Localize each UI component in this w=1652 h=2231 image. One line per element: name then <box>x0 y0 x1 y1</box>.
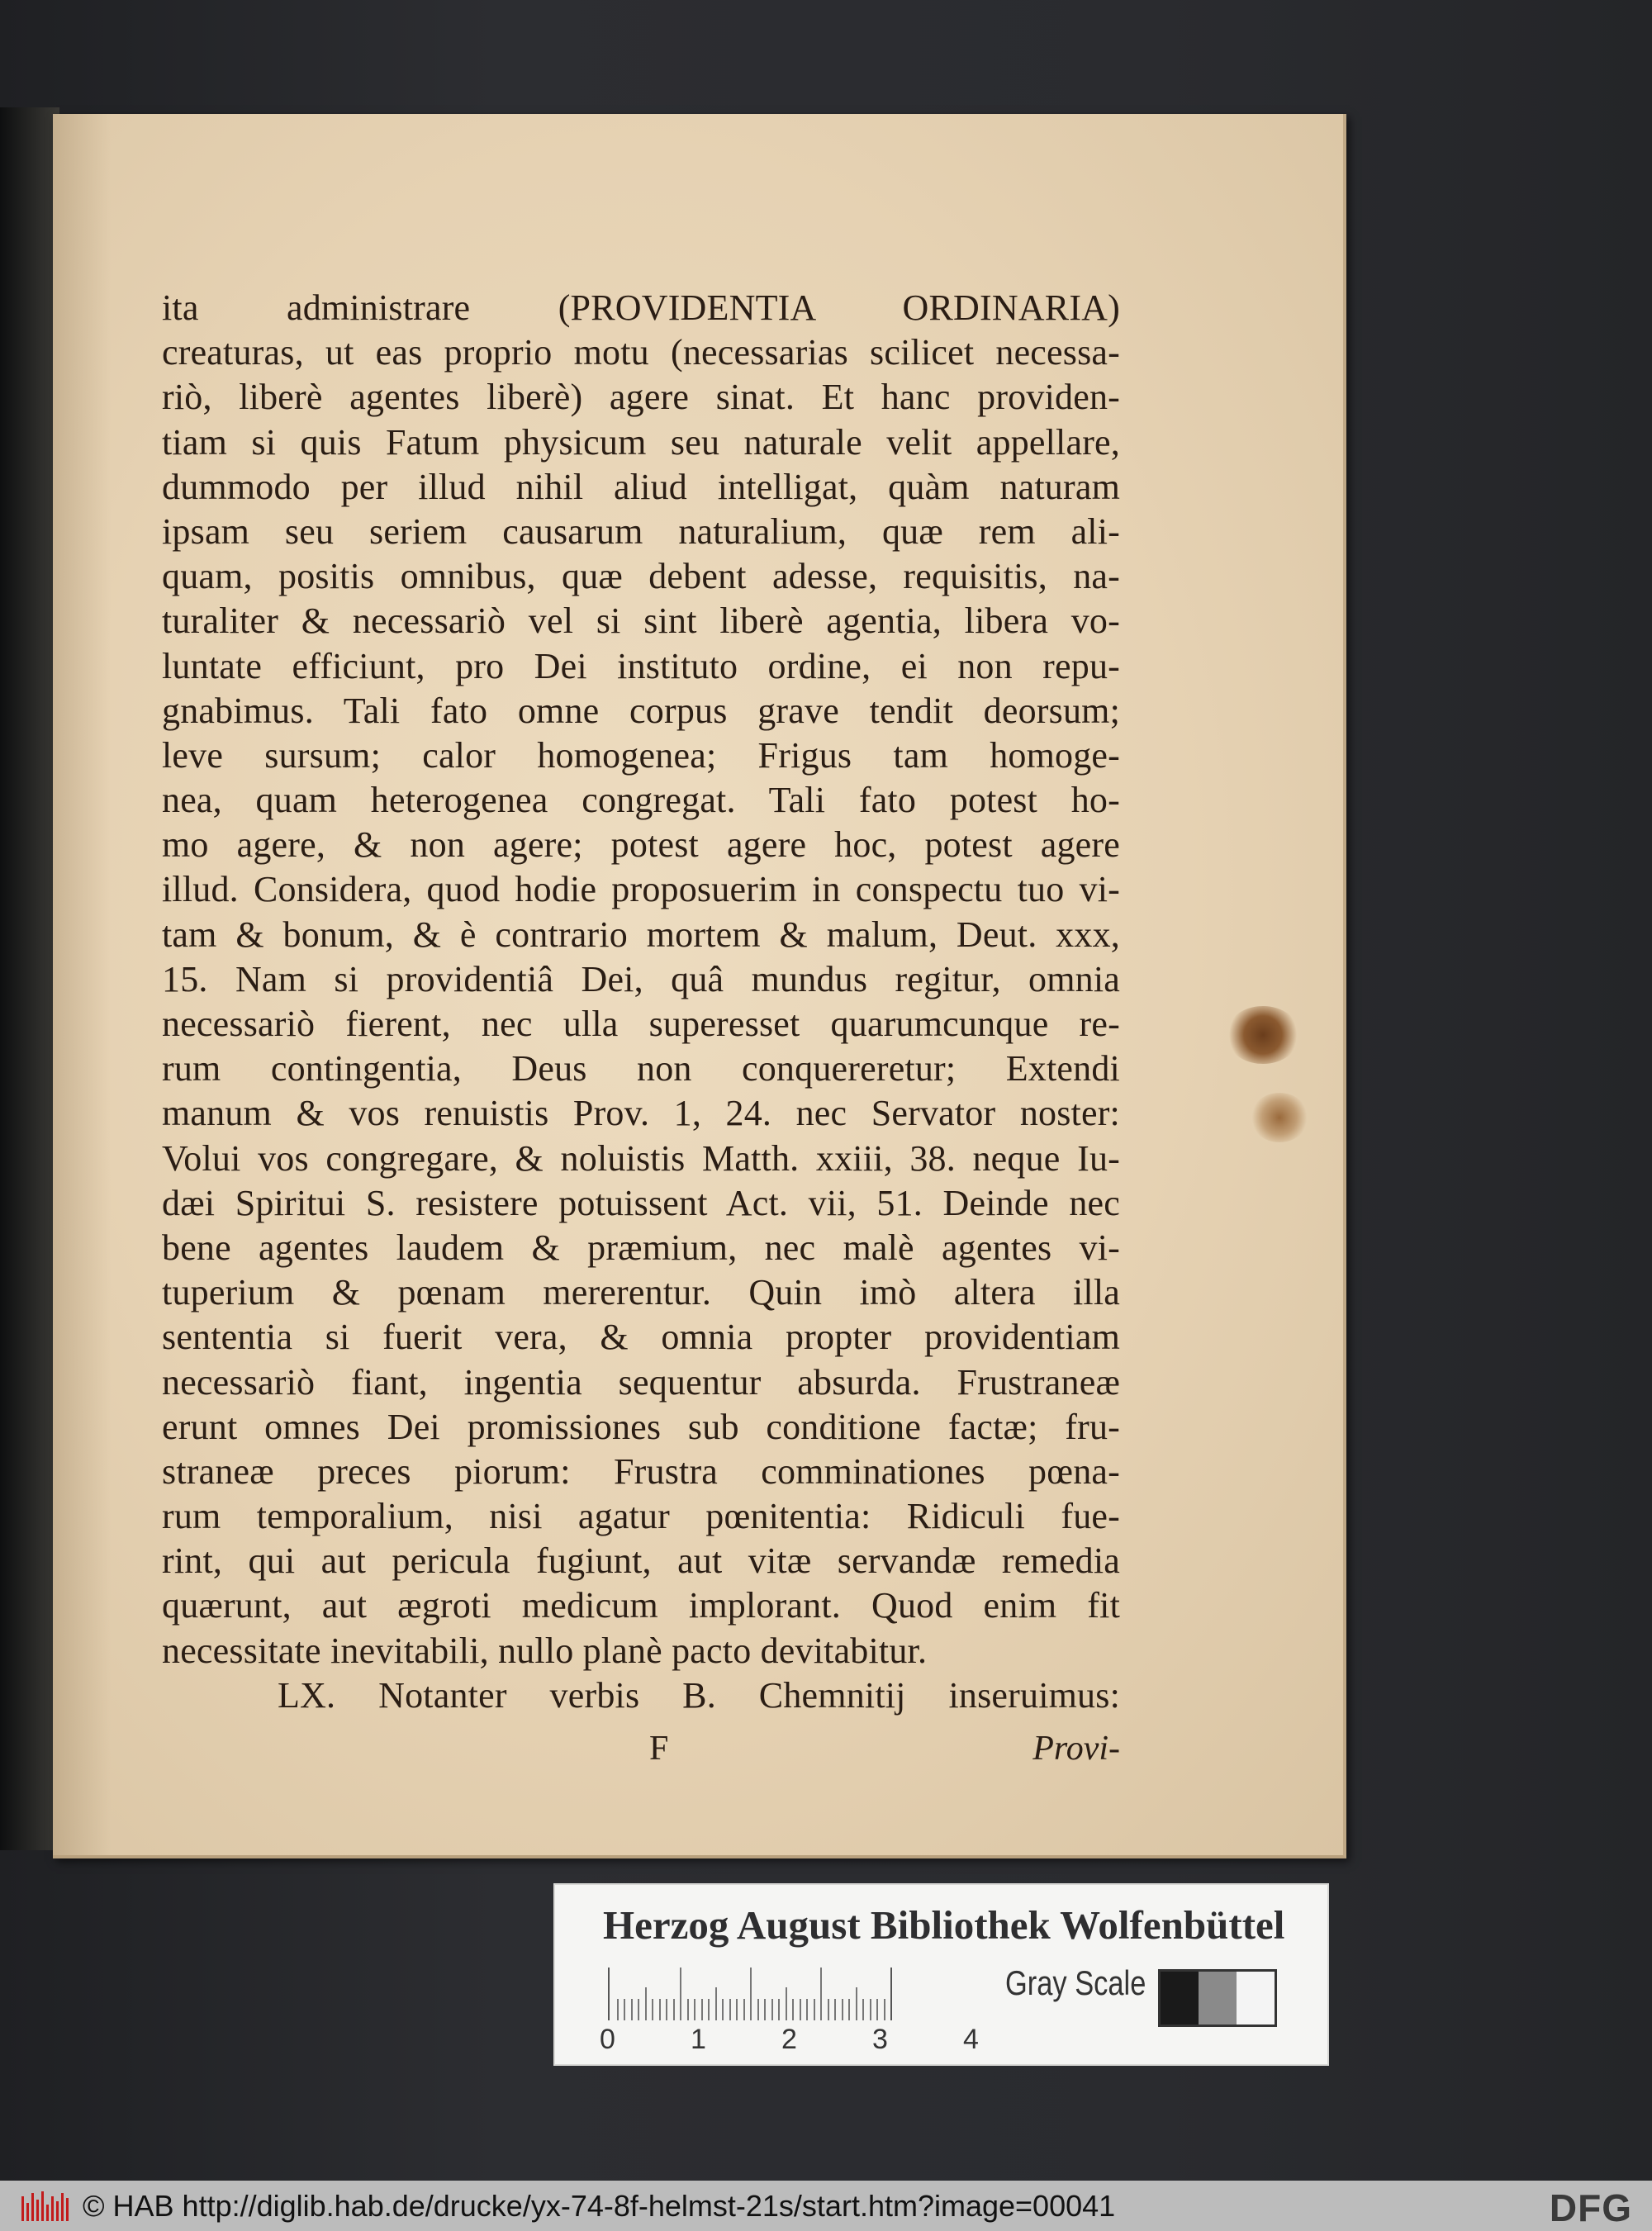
ruler-tick <box>743 1999 745 2020</box>
signature-mark: F <box>649 1730 669 1768</box>
gray-scale-swatches <box>1158 1969 1277 2027</box>
text-line: leve sursum; calor homogenea; Frigus tam homoge- <box>162 734 1120 776</box>
ruler-tick <box>708 1999 710 2020</box>
text-line: tiam si quis Fatum physicum seu naturale velit appellare, <box>162 421 1120 463</box>
ruler-tick <box>786 1987 787 2020</box>
text-line: manum & vos renuistis Prov. 1, 24. nec Servator noster: <box>162 1093 1120 1134</box>
ruler-tick <box>750 1968 752 2020</box>
logo-bar <box>26 2203 29 2221</box>
copyright-link[interactable]: © HAB http://diglib.hab.de/drucke/yx-74-8f-helmst-21s/start.htm?image=00041 <box>83 2188 1116 2223</box>
ruler-tick <box>884 1999 885 2020</box>
page-text <box>162 286 1120 1718</box>
ruler-tick <box>814 1999 815 2020</box>
catchword: Provi- <box>1032 1730 1120 1768</box>
text-line: illud. Considera, quod hodie proposuerim in conspectu tuo vi- <box>162 869 1120 910</box>
ruler-tick <box>757 1999 759 2020</box>
ruler-tick <box>701 1999 703 2020</box>
ruler-number: 2 <box>781 2024 797 2055</box>
ruler-tick <box>687 1999 689 2020</box>
ruler-tick <box>666 1999 667 2020</box>
ruler-tick <box>848 1999 850 2020</box>
ruler-number: 0 <box>600 2024 615 2055</box>
text-line: nea, quam heterogenea congregat. Tali fato potest ho- <box>162 780 1120 821</box>
text-line: tam & bonum, & è contrario mortem & malum, Deut. xxx, <box>162 914 1120 955</box>
library-name: Herzog August Bibliothek Wolfenbüttel <box>603 1902 1285 1948</box>
hab-logo-icon <box>21 2190 71 2223</box>
ruler-tick <box>792 1999 794 2020</box>
section-line: LX. Notanter verbis B. Chemnitij inseruimus: <box>278 1674 1120 1716</box>
ruler-tick <box>659 1999 661 2020</box>
text-line: quærunt, aut ægroti medicum implorant. Quod enim fit <box>162 1585 1120 1626</box>
ruler-tick <box>715 1987 717 2020</box>
ruler-number: 1 <box>691 2024 706 2055</box>
ruler-tick <box>876 1999 878 2020</box>
ruler-tick <box>771 1999 773 2020</box>
text-line: riò, liberè agentes liberè) agere sinat. Et hanc providen- <box>162 377 1120 418</box>
text-line: necessitate inevitabili, nullo planè pacto devitabitur. <box>162 1630 928 1671</box>
ruler <box>608 1968 892 2020</box>
text-line: dummodo per illud nihil aliud intelligat, quàm naturam <box>162 466 1120 507</box>
text-line: 15. Nam si providentiâ Dei, quâ mundus regitur, omnia <box>162 958 1120 999</box>
ruler-tick <box>736 1999 738 2020</box>
ruler-tick <box>624 1999 625 2020</box>
book-edge-shadow <box>0 107 59 1850</box>
text-line: tuperium & pœnam mererentur. Quin imò altera illa <box>162 1272 1120 1313</box>
text-line: bene agentes laudem & præmium, nec malè agentes vi- <box>162 1227 1120 1268</box>
logo-bar <box>31 2193 34 2221</box>
text-line: straneæ preces piorum: Frustra comminationes pœna- <box>162 1450 1120 1492</box>
text-line: quam, positis omnibus, quæ debent adesse, requisitis, na- <box>162 556 1120 597</box>
text-line: rum temporalium, nisi agatur pœnitentia: Ridiculi fue- <box>162 1496 1120 1537</box>
ruler-tick <box>764 1999 766 2020</box>
ruler-tick <box>778 1999 780 2020</box>
ruler-tick <box>842 1999 843 2020</box>
ruler-numbers <box>600 2024 979 2057</box>
ruler-tick <box>870 1999 871 2020</box>
dfg-logo: DFG <box>1549 2186 1632 2229</box>
text-line: sententia si fuerit vera, & omnia propter providentiam <box>162 1317 1120 1358</box>
ruler-tick <box>722 1999 724 2020</box>
logo-bar <box>61 2193 64 2221</box>
logo-bar <box>21 2196 24 2221</box>
ruler-number: 4 <box>963 2024 979 2055</box>
ruler-tick <box>680 1968 681 2020</box>
text-line: dæi Spiritui S. resistere potuissent Act. vii, 51. Deinde nec <box>162 1182 1120 1223</box>
text-line: gnabimus. Tali fato omne corpus grave tendit deorsum; <box>162 690 1120 731</box>
ruler-tick <box>631 1999 633 2020</box>
text-line: ipsam seu seriem causarum naturalium, quæ rem ali- <box>162 510 1120 552</box>
logo-bar <box>36 2200 39 2221</box>
logo-bar <box>66 2198 69 2221</box>
text-line: luntate efficiunt, pro Dei instituto ordine, ei non repu- <box>162 645 1120 686</box>
text-line: creaturas, ut eas proprio motu (necessarias scilicet necessa- <box>162 332 1120 373</box>
ruler-tick <box>862 1999 864 2020</box>
ruler-tick <box>828 1999 829 2020</box>
gray-scale-label: Gray Scale <box>1005 1963 1146 2002</box>
gray-swatch-dark <box>1161 1972 1199 2025</box>
footer-bar <box>0 2181 1652 2231</box>
text-line: necessariò fiant, ingentia sequentur absurda. Frustraneæ <box>162 1361 1120 1403</box>
ruler-tick <box>673 1999 675 2020</box>
ruler-tick <box>856 1987 857 2020</box>
text-line: ita administrare (PROVIDENTIA ORDINARIA) <box>162 287 1120 328</box>
logo-bar <box>41 2191 44 2221</box>
ruler-tick <box>820 1968 822 2020</box>
color-scale-card <box>553 1883 1329 2066</box>
gray-swatch-mid <box>1199 1972 1237 2025</box>
logo-bar <box>56 2201 59 2221</box>
ruler-tick <box>617 1999 619 2020</box>
text-line: rint, qui aut pericula fugiunt, aut vitæ servandæ remedia <box>162 1540 1120 1582</box>
ruler-tick <box>806 1999 808 2020</box>
text-line: rum contingentia, Deus non conquereretur; Extendi <box>162 1048 1120 1089</box>
ruler-tick <box>694 1999 695 2020</box>
ink-stain <box>1226 1006 1300 1064</box>
logo-bar <box>46 2205 49 2221</box>
ruler-tick <box>645 1987 647 2020</box>
logo-bar <box>51 2196 54 2221</box>
text-line: necessariò fierent, nec ulla superesset quarumcunque re- <box>162 1004 1120 1044</box>
text-line: mo agere, & non agere; potest agere hoc, potest agere <box>162 824 1120 866</box>
text-line: turaliter & necessariò vel si sint liberè agentia, libera vo- <box>162 600 1120 642</box>
page-footer <box>162 1729 1120 1773</box>
gutter-shade <box>53 114 111 1855</box>
ruler-tick <box>638 1999 639 2020</box>
ruler-number: 3 <box>872 2024 888 2055</box>
ink-stain <box>1251 1093 1308 1142</box>
ruler-tick <box>834 1999 836 2020</box>
text-line: Volui vos congregare, & noluistis Matth. xxiii, 38. neque Iu- <box>162 1137 1120 1179</box>
book-page <box>53 114 1346 1858</box>
ruler-tick <box>729 1999 731 2020</box>
ruler-tick <box>800 1999 801 2020</box>
text-line: erunt omnes Dei promissiones sub conditione factæ; fru- <box>162 1406 1120 1447</box>
gray-swatch-light <box>1237 1972 1275 2025</box>
ruler-tick <box>652 1999 653 2020</box>
